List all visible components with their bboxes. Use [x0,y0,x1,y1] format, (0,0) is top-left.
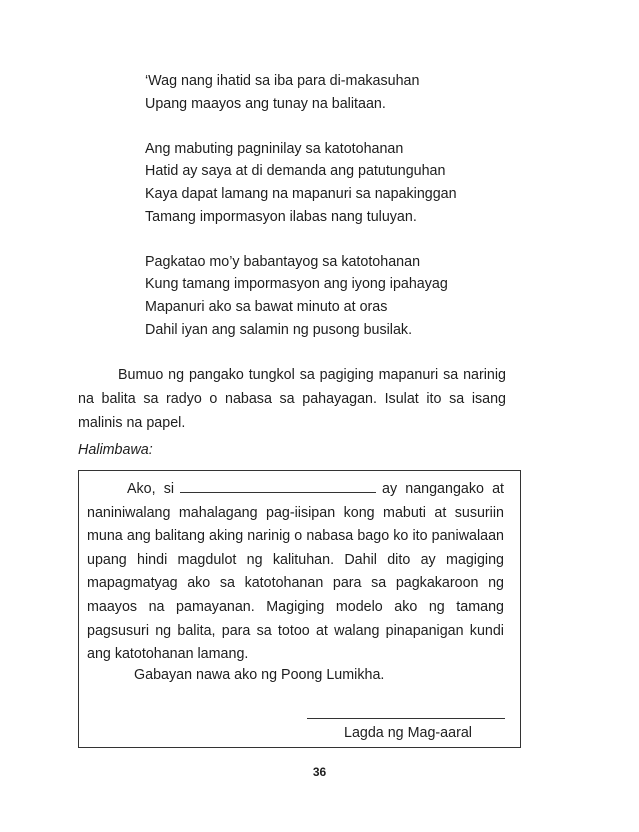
signature-label: Lagda ng Mag-aaral [344,725,472,741]
poem-line: Kung tamang impormasyon ang iyong ipahayag [145,276,448,293]
poem-line: Dahil iyan ang salamin ng pusong busilak. [145,321,413,338]
poem-stanza-3 [145,251,457,341]
poem-line: Upang maayos ang tunay na balitaan. [145,95,386,112]
pledge-paragraph [87,478,504,667]
poem-line: Pagkatao mo’y babantayog sa katotohanan [145,253,421,270]
poem-line: Tamang impormasyon ilabas nang tuluyan. [145,208,417,225]
poem-line: Ang mabuting pagninilay sa katotohanan [145,140,404,157]
poem [145,70,457,341]
poem-line: Mapanuri ako sa bawat minuto at oras [145,298,388,315]
poem-stanza-1 [145,70,457,115]
pledge-example-box [78,470,521,748]
instruction-paragraph: Bumuo ng pangako tungkol sa pagiging mapanuri sa narinig na balita sa radyo o nabasa sa pahayagan. Isulat ito sa isang malinis na papel. [78,367,506,431]
page-number: 36 [312,765,327,779]
name-blank-line [180,479,376,493]
poem-stanza-2 [145,138,457,228]
pledge-body-text: ay nangangako at naniniwalang mahalagang pag-iisipan kong mabuti at susuriin muna ang balitang aking narinig o nabasa bago ko ito paniwalaan upang hindi magdulot ng kalituhan. Dahil dito ay magiging mapagmatyag ako sa katotohanan para sa pagkakaroon ng maayos na pamayanan. Magiging modelo ako ng tamang pagsusuri ng balita, para sa totoo at walang pinapanigan kundi ang katotohanan lamang. [87,481,504,663]
pledge-opening: Ako, si [127,481,175,497]
example-label: Halimbawa: [78,442,153,458]
pledge-closing: Gabayan nawa ako ng Poong Lumikha. [134,667,385,683]
poem-line: Hatid ay saya at di demanda ang patutunguhan [145,163,446,180]
poem-line: Kaya dapat lamang na mapanuri sa napakinggan [145,185,457,202]
poem-line: ‘Wag nang ihatid sa iba para di-makasuhan [145,73,420,89]
signature-line [307,718,505,719]
